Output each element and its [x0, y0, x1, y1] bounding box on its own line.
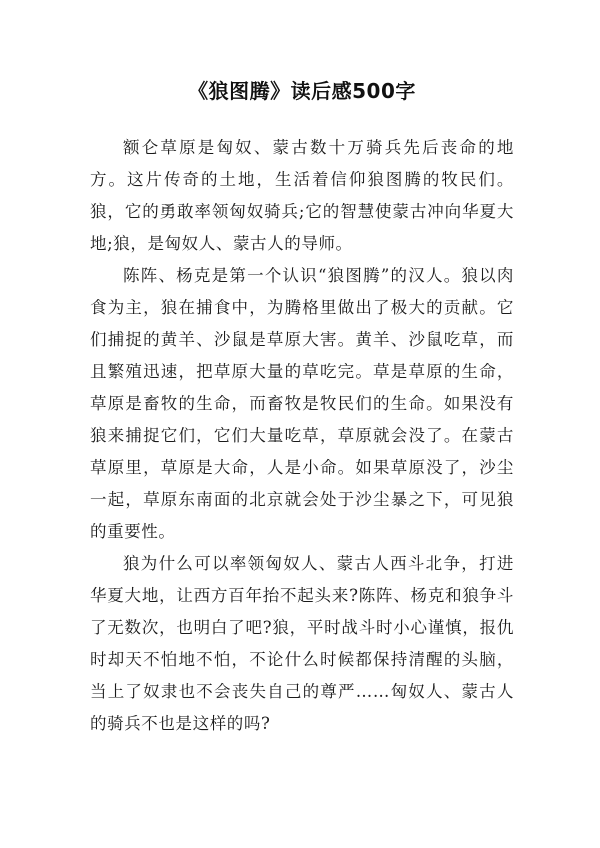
- paragraph-3: 狼为什么可以率领匈奴人、蒙古人西斗北争，打进华夏大地，让西方百年抬不起头来?陈阵、杨克和狼争斗了无数次，也明白了吧?狼，平时战斗时小心谨慎，报仇时却天不怕地不怕，不论什么时候都保持清醒的头脑，当上了奴隶也不会丧失自己的尊严……匈奴人、蒙古人的骑兵不也是这样的吗?: [90, 554, 514, 733]
- paragraph-2: 陈阵、杨克是第一个认识“狼图腾”的汉人。狼以肉食为主，狼在捕食中，为腾格里做出了极大的贡献。它们捕捉的黄羊、沙鼠是草原大害。黄羊、沙鼠吃草，而且繁殖迅速，把草原大量的草吃完。草是草原的生命，草原是畜牧的生命，而畜牧是牧民们的生命。如果没有狼来捕捉它们，它们大量吃草，草原就会没了。在蒙古草原里，草原是大命，人是小命。如果草原没了，沙尘一起，草原东南面的北京就会处于沙尘暴之下，可见狼的重要性。: [90, 266, 514, 541]
- paragraph-1: 额仑草原是匈奴、蒙古数十万骑兵先后丧命的地方。这片传奇的土地，生活着信仰狼图腾的牧民们。狼，它的勇敢率领匈奴骑兵;它的智慧使蒙古冲向华夏大地;狼，是匈奴人、蒙古人的导师。: [90, 138, 514, 253]
- document-body: [90, 132, 514, 740]
- page-title: 《狼图腾》读后感500字: [188, 79, 416, 103]
